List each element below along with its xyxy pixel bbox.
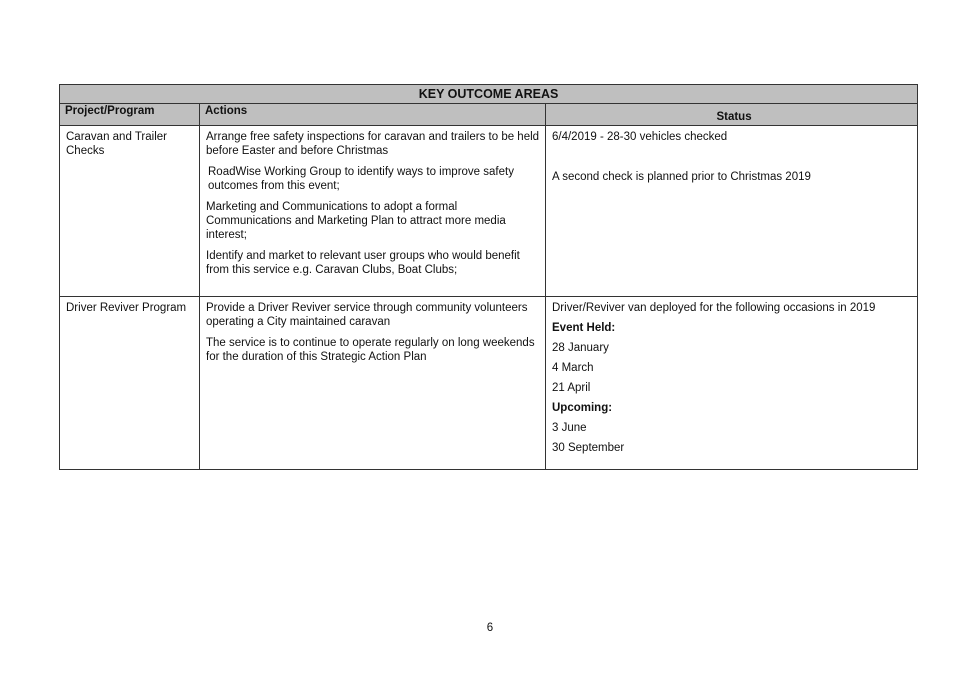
header-actions: Actions [200, 104, 546, 126]
action-item: Arrange free safety inspections for caravan and trailers to be held before Easter and before Christmas [206, 131, 540, 157]
key-outcome-areas-table [59, 84, 918, 470]
status-item: A second check is planned prior to Christmas 2019 [552, 171, 811, 183]
status-cell [546, 297, 918, 470]
table-title: KEY OUTCOME AREAS [60, 85, 918, 104]
project-cell [60, 297, 200, 470]
header-status: Status [546, 104, 918, 126]
status-subheading: Event Held: [552, 322, 616, 334]
status-item: 21 April [552, 382, 591, 394]
project-cell [60, 126, 200, 297]
status-cell [546, 126, 918, 297]
page-number: 6 [486, 622, 494, 634]
action-item: RoadWise Working Group to identify ways to improve safety outcomes from this event; [208, 166, 514, 192]
status-item: 4 March [552, 362, 594, 374]
action-item: Provide a Driver Reviver service through community volunteers operating a City maintained caravan [206, 302, 528, 328]
project-name: Driver Reviver Program [66, 302, 187, 314]
table-row [60, 126, 918, 297]
action-item: Marketing and Communications to adopt a formal Communications and Marketing Plan to attract more media interest; [206, 201, 506, 241]
actions-cell [200, 297, 546, 470]
status-subheading: Upcoming: [552, 402, 613, 414]
table-header-row [60, 104, 918, 126]
header-project: Project/Program [60, 104, 200, 126]
status-item: 28 January [552, 342, 609, 354]
table-row [60, 297, 918, 470]
project-name: Caravan and Trailer Checks [66, 131, 167, 157]
actions-cell [200, 126, 546, 297]
status-item: 6/4/2019 - 28-30 vehicles checked [552, 131, 728, 143]
status-item: Driver/Reviver van deployed for the following occasions in 2019 [552, 302, 876, 314]
action-item: Identify and market to relevant user groups who would benefit from this service e.g. Caravan Clubs, Boat Clubs; [206, 250, 520, 276]
status-item: 30 September [552, 442, 625, 454]
table-title-row [60, 85, 918, 104]
status-item: 3 June [552, 422, 587, 434]
action-item: The service is to continue to operate regularly on long weekends for the duration of this Strategic Action Plan [206, 337, 535, 363]
